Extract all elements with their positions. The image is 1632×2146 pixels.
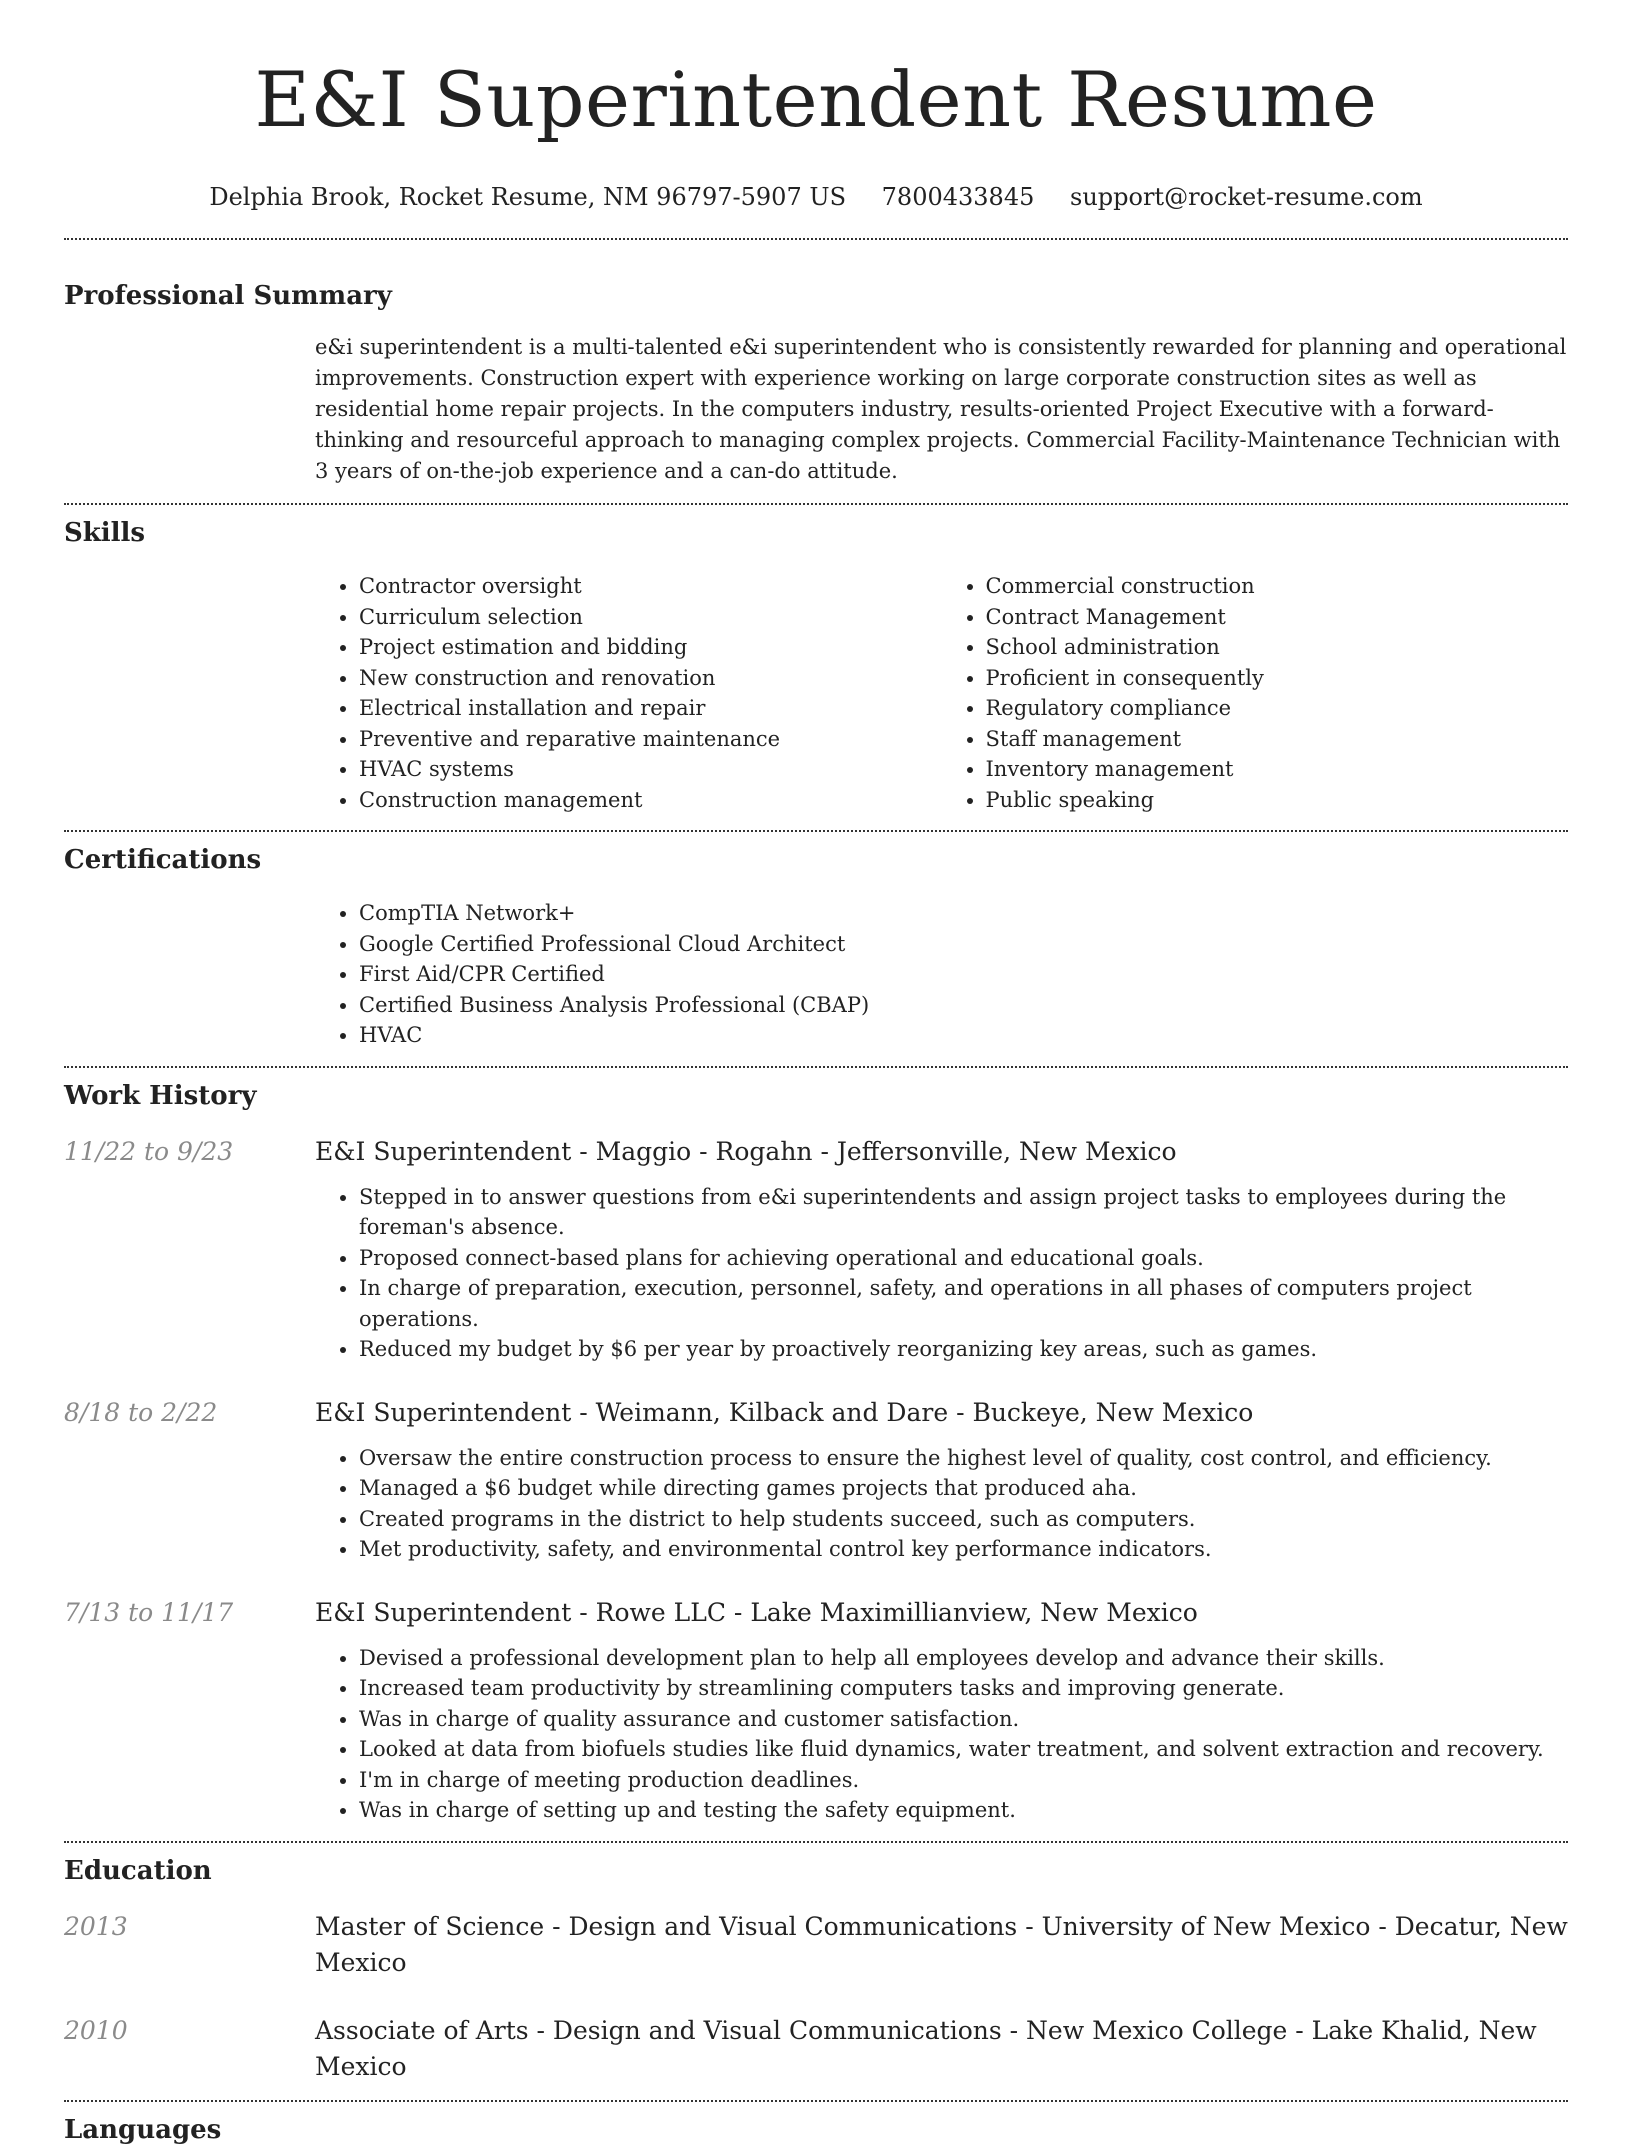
education-entry	[64, 1909, 1568, 1981]
job-bullet: • Devised a professional development plan to help all employees develop and advance their skills.	[359, 1643, 1568, 1674]
certification-item: • Google Certified Professional Cloud Architect	[359, 929, 1568, 960]
job-date: 8/18 to 2/22	[64, 1397, 218, 1427]
skills-right-column	[942, 571, 1569, 815]
education-entry	[64, 2013, 1568, 2085]
skill-item: • Contractor oversight	[359, 571, 942, 602]
job-entry	[64, 1595, 1568, 1826]
contact-phone: 7800433845	[881, 183, 1035, 211]
certification-item: • First Aid/CPR Certified	[359, 959, 1568, 990]
section-title-work-history: Work History	[64, 1080, 257, 1111]
resume-title: E&I Superintendent Resume	[254, 55, 1378, 144]
education-degree: Master of Science - Design and Visual Communications	[315, 1911, 1018, 1941]
certification-item: • HVAC	[359, 1020, 1568, 1051]
skill-item: • HVAC systems	[359, 754, 942, 785]
skill-item: • New construction and renovation	[359, 663, 942, 694]
job-bullet: • Looked at data from biofuels studies like fluid dynamics, water treatment, and solvent extraction and recovery.	[359, 1734, 1568, 1765]
skills-left-column	[315, 571, 942, 815]
summary-section	[64, 280, 1568, 487]
certification-item: • Certified Business Analysis Professional (CBAP)	[359, 990, 1568, 1021]
job-date: 7/13 to 11/17	[64, 1597, 234, 1627]
job-bullet: • Stepped in to answer questions from e&i superintendents and assign project tasks to employees during the foreman's absence.	[359, 1182, 1568, 1243]
job-details: - Rowe LLC - Lake Maximillianview, New Mexico	[571, 1597, 1198, 1627]
job-entry	[64, 1134, 1568, 1365]
job-bullet: • Created programs in the district to help students succeed, such as computers.	[359, 1504, 1568, 1535]
work-history-section	[64, 1080, 1568, 1826]
skill-item: • Preventive and reparative maintenance	[359, 724, 942, 755]
job-bullet: • Managed a $6 budget while directing games projects that produced aha.	[359, 1473, 1568, 1504]
section-title-education: Education	[64, 1855, 212, 1886]
divider	[64, 1841, 1568, 1843]
skill-item: • Staff management	[986, 724, 1569, 755]
contact-address: Delphia Brook, Rocket Resume, NM 96797-5907 US	[209, 183, 847, 211]
skill-item: • Project estimation and bidding	[359, 632, 942, 663]
job-title: E&I Superintendent	[315, 1397, 572, 1427]
job-bullet: • Oversaw the entire construction process to ensure the highest level of quality, cost control, and efficiency.	[359, 1443, 1568, 1474]
job-title: E&I Superintendent	[315, 1136, 572, 1166]
job-date: 11/22 to 9/23	[64, 1136, 234, 1166]
job-bullet: • Was in charge of quality assurance and customer satisfaction.	[359, 1704, 1568, 1735]
divider	[64, 830, 1568, 832]
divider	[64, 238, 1568, 240]
education-heading	[315, 1909, 1568, 1981]
education-degree: Associate of Arts - Design and Visual Communications	[315, 2015, 1002, 2045]
section-title-languages: Languages	[64, 2114, 222, 2145]
job-bullets	[315, 1643, 1568, 1826]
skill-item: • Public speaking	[986, 785, 1569, 816]
divider	[64, 1066, 1568, 1068]
contact-line	[64, 182, 1568, 212]
job-details: - Weimann, Kilback and Dare - Buckeye, New Mexico	[571, 1397, 1254, 1427]
section-title-certifications: Certifications	[64, 845, 262, 875]
skill-item: • Curriculum selection	[359, 602, 942, 633]
certifications-section	[64, 844, 1568, 1051]
job-bullet: • Proposed connect-based plans for achieving operational and educational goals.	[359, 1243, 1568, 1274]
job-bullet: • Reduced my budget by $6 per year by proactively reorganizing key areas, such as games.	[359, 1334, 1568, 1365]
job-title: E&I Superintendent	[315, 1597, 572, 1627]
section-title-skills: Skills	[64, 518, 146, 548]
education-date: 2013	[64, 1911, 128, 1941]
job-heading	[315, 1595, 1568, 1631]
certifications-list	[315, 898, 1568, 1051]
job-heading	[315, 1134, 1568, 1170]
job-bullet: • I'm in charge of meeting production deadlines.	[359, 1765, 1568, 1796]
skill-item: • Inventory management	[986, 754, 1569, 785]
summary-text: e&i superintendent is a multi-talented e&i superintendent who is consistently rewarded for planning and operational improvements. Construction expert with experience working on large corporate construction sites as well as residential home repair projects. In the computers industry, results-oriented Project Executive with a forward-thinking and resourceful approach to managing complex projects. Commercial Facility-Maintenance Technician with 3 years of on-the-job experience and a can-do attitude.	[315, 335, 1567, 483]
contact-email: support@rocket-resume.com	[1070, 183, 1423, 211]
job-bullet: • Was in charge of setting up and testing the safety equipment.	[359, 1795, 1568, 1826]
job-details: - Maggio - Rogahn - Jeffersonville, New Mexico	[571, 1136, 1177, 1166]
skill-item: • Commercial construction	[986, 571, 1569, 602]
divider	[64, 503, 1568, 505]
skill-item: • School administration	[986, 632, 1569, 663]
job-bullet: • Increased team productivity by streamlining computers tasks and improving generate.	[359, 1673, 1568, 1704]
certification-item: • CompTIA Network+	[359, 898, 1568, 929]
education-heading	[315, 2013, 1568, 2085]
job-entry	[64, 1395, 1568, 1565]
job-bullet: • In charge of preparation, execution, personnel, safety, and operations in all phases of computers project operations.	[359, 1273, 1568, 1334]
skills-section	[64, 517, 1568, 815]
education-date: 2010	[64, 2015, 128, 2045]
skill-item: • Regulatory compliance	[986, 693, 1569, 724]
education-school: - University of New Mexico - Decatur, New Mexico	[315, 1911, 1568, 1977]
education-school: - New Mexico College - Lake Khalid, New Mexico	[315, 2015, 1537, 2081]
skill-item: • Construction management	[359, 785, 942, 816]
job-bullets	[315, 1182, 1568, 1365]
job-bullets	[315, 1443, 1568, 1565]
skill-item: • Proficient in consequently	[986, 663, 1569, 694]
skill-item: • Contract Management	[986, 602, 1569, 633]
education-section	[64, 1855, 1568, 2085]
job-heading	[315, 1395, 1568, 1431]
skills-list	[315, 571, 1568, 815]
languages-section	[64, 2114, 1568, 2146]
job-bullet: • Met productivity, safety, and environmental control key performance indicators.	[359, 1534, 1568, 1565]
skill-item: • Electrical installation and repair	[359, 693, 942, 724]
divider	[64, 2100, 1568, 2102]
section-title-summary: Professional Summary	[64, 281, 392, 311]
